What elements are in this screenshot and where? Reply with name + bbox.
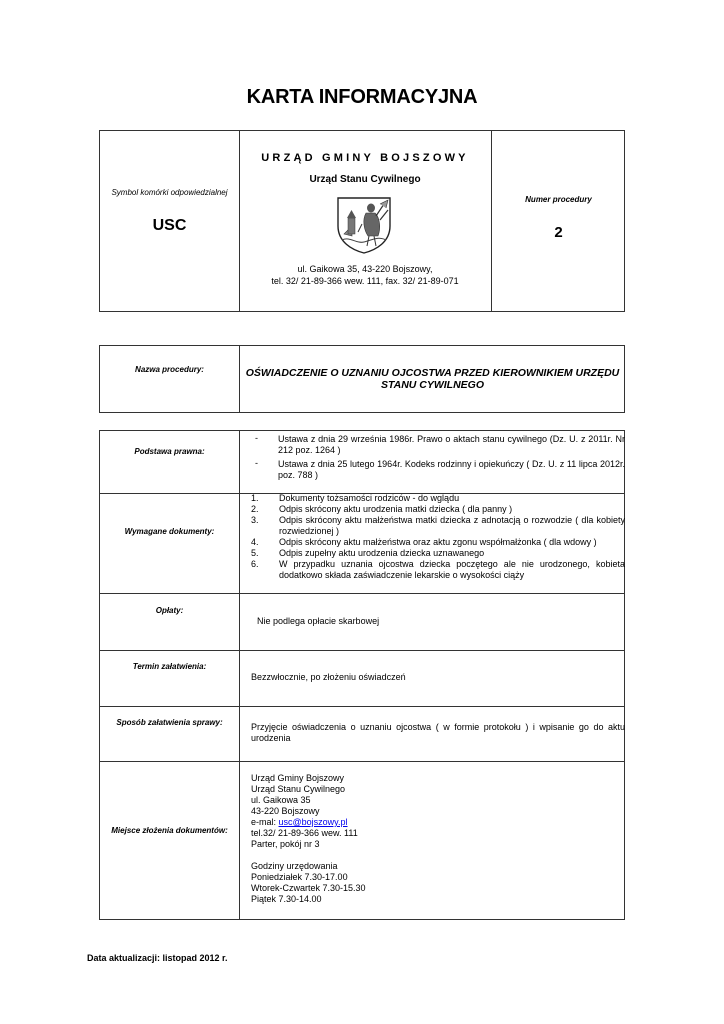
procedure-name-label: Nazwa procedury: xyxy=(135,365,204,374)
procedure-details-table xyxy=(99,430,625,920)
fees-label: Opłaty: xyxy=(155,606,184,615)
deadline-text: Bezzwłocznie, po złożeniu oświadczeń xyxy=(251,672,406,682)
procedure-number-label: Numer procedury xyxy=(525,195,592,204)
contact-line: ul. Gaikowa 35 xyxy=(251,795,311,805)
symbol-value: USC xyxy=(152,217,187,234)
documents-list xyxy=(251,493,625,581)
coat-of-arms-icon xyxy=(336,196,392,254)
list-item: 3. Odpis skrócony aktu małżeństwa matki dziecka z adnotacją o rozwodzie ( dla kobiety rozwiedzionej ) xyxy=(251,515,625,536)
method-text: Przyjęcie oświadczenia o uznaniu ojcostwa ( w formie protokołu ) i wpisanie go do aktu urodzenia xyxy=(251,722,625,743)
hours-line: Piątek 7.30-14.00 xyxy=(251,894,322,904)
office-name: URZĄD GMINY BOJSZOWY xyxy=(261,152,469,164)
contact-line: tel.32/ 21-89-366 wew. 111 xyxy=(251,828,358,838)
page-title: KARTA INFORMACYJNA xyxy=(246,86,478,108)
email-link[interactable]: usc@bojszowy.pl xyxy=(278,817,348,827)
header-table xyxy=(99,130,625,312)
office-subname: Urząd Stanu Cywilnego xyxy=(309,174,421,185)
contact-line: 43-220 Bojszowy xyxy=(251,806,320,816)
list-item: 5. Odpis zupełny aktu urodzenia dziecka uznawanego xyxy=(251,548,485,558)
place-contact xyxy=(251,773,625,905)
method-label: Sposób załatwienia sprawy: xyxy=(116,718,223,727)
contact-line: Urząd Stanu Cywilnego xyxy=(251,784,346,794)
address-line-1: ul. Gaikowa 35, 43-220 Bojszowy, xyxy=(297,264,433,274)
list-item: 1. Dokumenty tożsamości rodziców - do wglądu xyxy=(251,493,460,503)
hours-title: Godziny urzędowania xyxy=(251,861,338,871)
documents-label: Wymagane dokumenty: xyxy=(124,527,215,536)
hours-line: Poniedziałek 7.30-17.00 xyxy=(251,872,348,882)
contact-line: Urząd Gminy Bojszowy xyxy=(251,773,345,783)
list-item: - Ustawa z dnia 29 września 1986r. Prawo o aktach stanu cywilnego (Dz. U. z 2011r. Nr 212 poz. 1264 ) xyxy=(255,433,625,455)
symbol-label: Symbol komórki odpowiedzialnej xyxy=(111,188,228,197)
contact-line: Parter, pokój nr 3 xyxy=(251,839,320,849)
procedure-name-table xyxy=(99,345,625,413)
procedure-name: OŚWIADCZENIE O UZNANIU OJCOSTWA PRZED KIEROWNIKIEM URZĘDU STANU CYWILNEGO xyxy=(245,367,620,391)
place-label: Miejsce złożenia dokumentów: xyxy=(111,826,228,835)
list-item: - Ustawa z dnia 25 lutego 1964r. Kodeks rodzinny i opiekuńczy ( Dz. U. z 11 lipca 2012r. poz. 788 ) xyxy=(255,458,625,480)
list-item: 4. Odpis skrócony aktu małżeństwa oraz aktu zgonu współmałżonka ( dla wdowy ) xyxy=(251,537,597,547)
update-date: Data aktualizacji: listopad 2012 r. xyxy=(87,953,228,963)
deadline-label: Termin załatwienia: xyxy=(132,662,207,671)
list-item: 2. Odpis skrócony aktu urodzenia matki dziecka ( dla panny ) xyxy=(251,504,513,514)
procedure-number: 2 xyxy=(554,224,563,241)
list-item: 6. W przypadku uznania ojcostwa dziecka poczętego ale nie urodzonego, kobieta dodatkowo składa zaświadczenie lekarskie o wysokości ciąży xyxy=(251,559,625,580)
address-line-2: tel. 32/ 21-89-366 wew. 111, fax. 32/ 21-89-071 xyxy=(271,276,459,286)
email-line: e-mal: usc@bojszowy.pl xyxy=(251,817,348,827)
fees-text: Nie podlega opłacie skarbowej xyxy=(257,616,380,626)
hours-line: Wtorek-Czwartek 7.30-15.30 xyxy=(251,883,366,893)
legal-basis-list xyxy=(246,434,625,484)
legal-basis-label: Podstawa prawna: xyxy=(134,447,205,456)
